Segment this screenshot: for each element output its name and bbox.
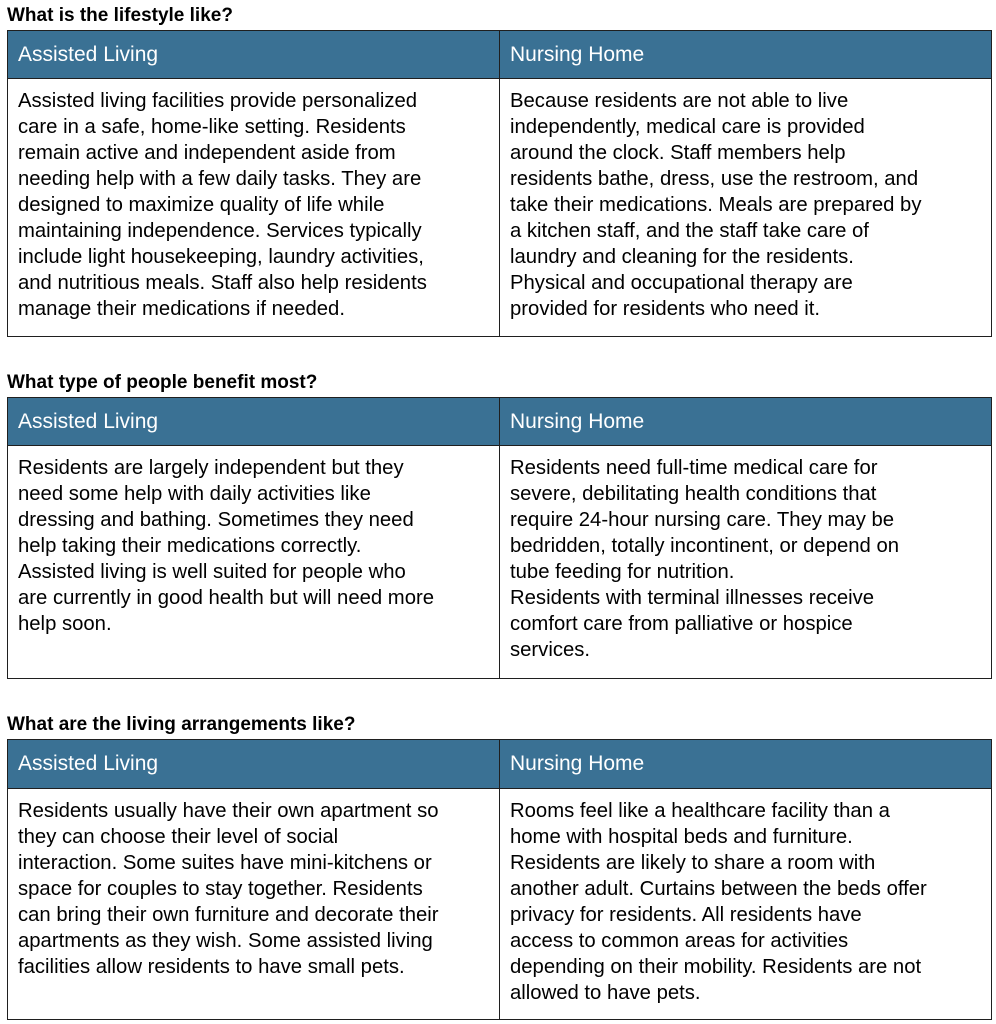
text-line: a kitchen staff, and the staff take care of xyxy=(510,220,869,242)
table-body-row xyxy=(8,446,992,679)
text-line: need some help with daily activities like xyxy=(18,483,371,505)
text-line: help taking their medications correctly. xyxy=(18,535,362,557)
text-line: take their medications. Meals are prepared by xyxy=(510,194,922,216)
text-line: Because residents are not able to live xyxy=(510,90,849,112)
text-line: tube feeding for nutrition. xyxy=(510,561,735,583)
header-assisted-living: Assisted Living xyxy=(8,740,500,789)
text-line: can bring their own furniture and decorate their xyxy=(18,904,439,926)
comparison-table xyxy=(7,397,992,679)
text-line: severe, debilitating health conditions that xyxy=(510,483,877,505)
text-line: comfort care from palliative or hospice xyxy=(510,613,853,635)
text-line: bedridden, totally incontinent, or depend on xyxy=(510,535,900,557)
text-line: are currently in good health but will need more xyxy=(18,587,435,609)
table-header-row xyxy=(8,31,992,79)
text-line: Residents need full-time medical care for xyxy=(510,457,878,479)
text-line: and nutritious meals. Staff also help residents xyxy=(18,272,427,294)
text-line: help soon. xyxy=(18,613,112,635)
text-line: depending on their mobility. Residents are not xyxy=(510,956,922,978)
text-line: laundry and cleaning for the residents. xyxy=(510,246,854,268)
text-line: apartments as they wish. Some assisted living xyxy=(18,930,433,952)
header-assisted-living: Assisted Living xyxy=(8,31,500,79)
nursing-home-cell xyxy=(500,79,992,337)
assisted-living-cell xyxy=(8,446,500,679)
assisted-living-cell xyxy=(8,789,500,1020)
text-line: designed to maximize quality of life while xyxy=(18,194,385,216)
text-line: dressing and bathing. Sometimes they need xyxy=(18,509,414,531)
text-line: needing help with a few daily tasks. They are xyxy=(18,168,422,190)
assisted-living-cell xyxy=(8,79,500,337)
comparison-table xyxy=(7,739,992,1020)
section-title: What type of people benefit most? xyxy=(7,372,318,393)
text-line: residents bathe, dress, use the restroom, and xyxy=(510,168,919,190)
text-line: space for couples to stay together. Residents xyxy=(18,878,423,900)
text-line: maintaining independence. Services typically xyxy=(18,220,422,242)
table-body-row xyxy=(8,789,992,1020)
text-line: access to common areas for activities xyxy=(510,930,849,952)
text-line: home with hospital beds and furniture. xyxy=(510,826,853,848)
text-line: interaction. Some suites have mini-kitchens or xyxy=(18,852,432,874)
text-line: Assisted living facilities provide personalized xyxy=(18,90,418,112)
text-line: they can choose their level of social xyxy=(18,826,339,848)
table-header-row xyxy=(8,740,992,789)
header-nursing-home: Nursing Home xyxy=(500,398,992,446)
text-line: care in a safe, home-like setting. Residents xyxy=(18,116,406,138)
text-line: Assisted living is well suited for people who xyxy=(18,561,406,583)
comparison-table xyxy=(7,30,992,337)
text-line: Rooms feel like a healthcare facility than a xyxy=(510,800,890,822)
header-assisted-living: Assisted Living xyxy=(8,398,500,446)
text-line: require 24-hour nursing care. They may be xyxy=(510,509,895,531)
text-line: another adult. Curtains between the beds offer xyxy=(510,878,927,900)
nursing-home-cell xyxy=(500,789,992,1020)
table-header-row xyxy=(8,398,992,446)
nursing-home-cell xyxy=(500,446,992,679)
header-nursing-home: Nursing Home xyxy=(500,740,992,789)
text-line: facilities allow residents to have small pets. xyxy=(18,956,405,978)
text-line: independently, medical care is provided xyxy=(510,116,865,138)
text-line: services. xyxy=(510,639,591,661)
text-line: Residents usually have their own apartment so xyxy=(18,800,439,822)
text-line: privacy for residents. All residents have xyxy=(510,904,862,926)
table-body-row xyxy=(8,79,992,337)
text-line: remain active and independent aside from xyxy=(18,142,396,164)
text-line: around the clock. Staff members help xyxy=(510,142,846,164)
header-nursing-home: Nursing Home xyxy=(500,31,992,79)
text-line: include light housekeeping, laundry activities, xyxy=(18,246,424,268)
section-title: What are the living arrangements like? xyxy=(7,714,356,735)
text-line: Physical and occupational therapy are xyxy=(510,272,853,294)
text-line: Residents are likely to share a room with xyxy=(510,852,876,874)
section-title: What is the lifestyle like? xyxy=(7,5,233,26)
text-line: Residents are largely independent but they xyxy=(18,457,404,479)
text-line: manage their medications if needed. xyxy=(18,298,345,320)
text-line: provided for residents who need it. xyxy=(510,298,821,320)
text-line: allowed to have pets. xyxy=(510,982,701,1004)
text-line: Residents with terminal illnesses receive xyxy=(510,587,875,609)
